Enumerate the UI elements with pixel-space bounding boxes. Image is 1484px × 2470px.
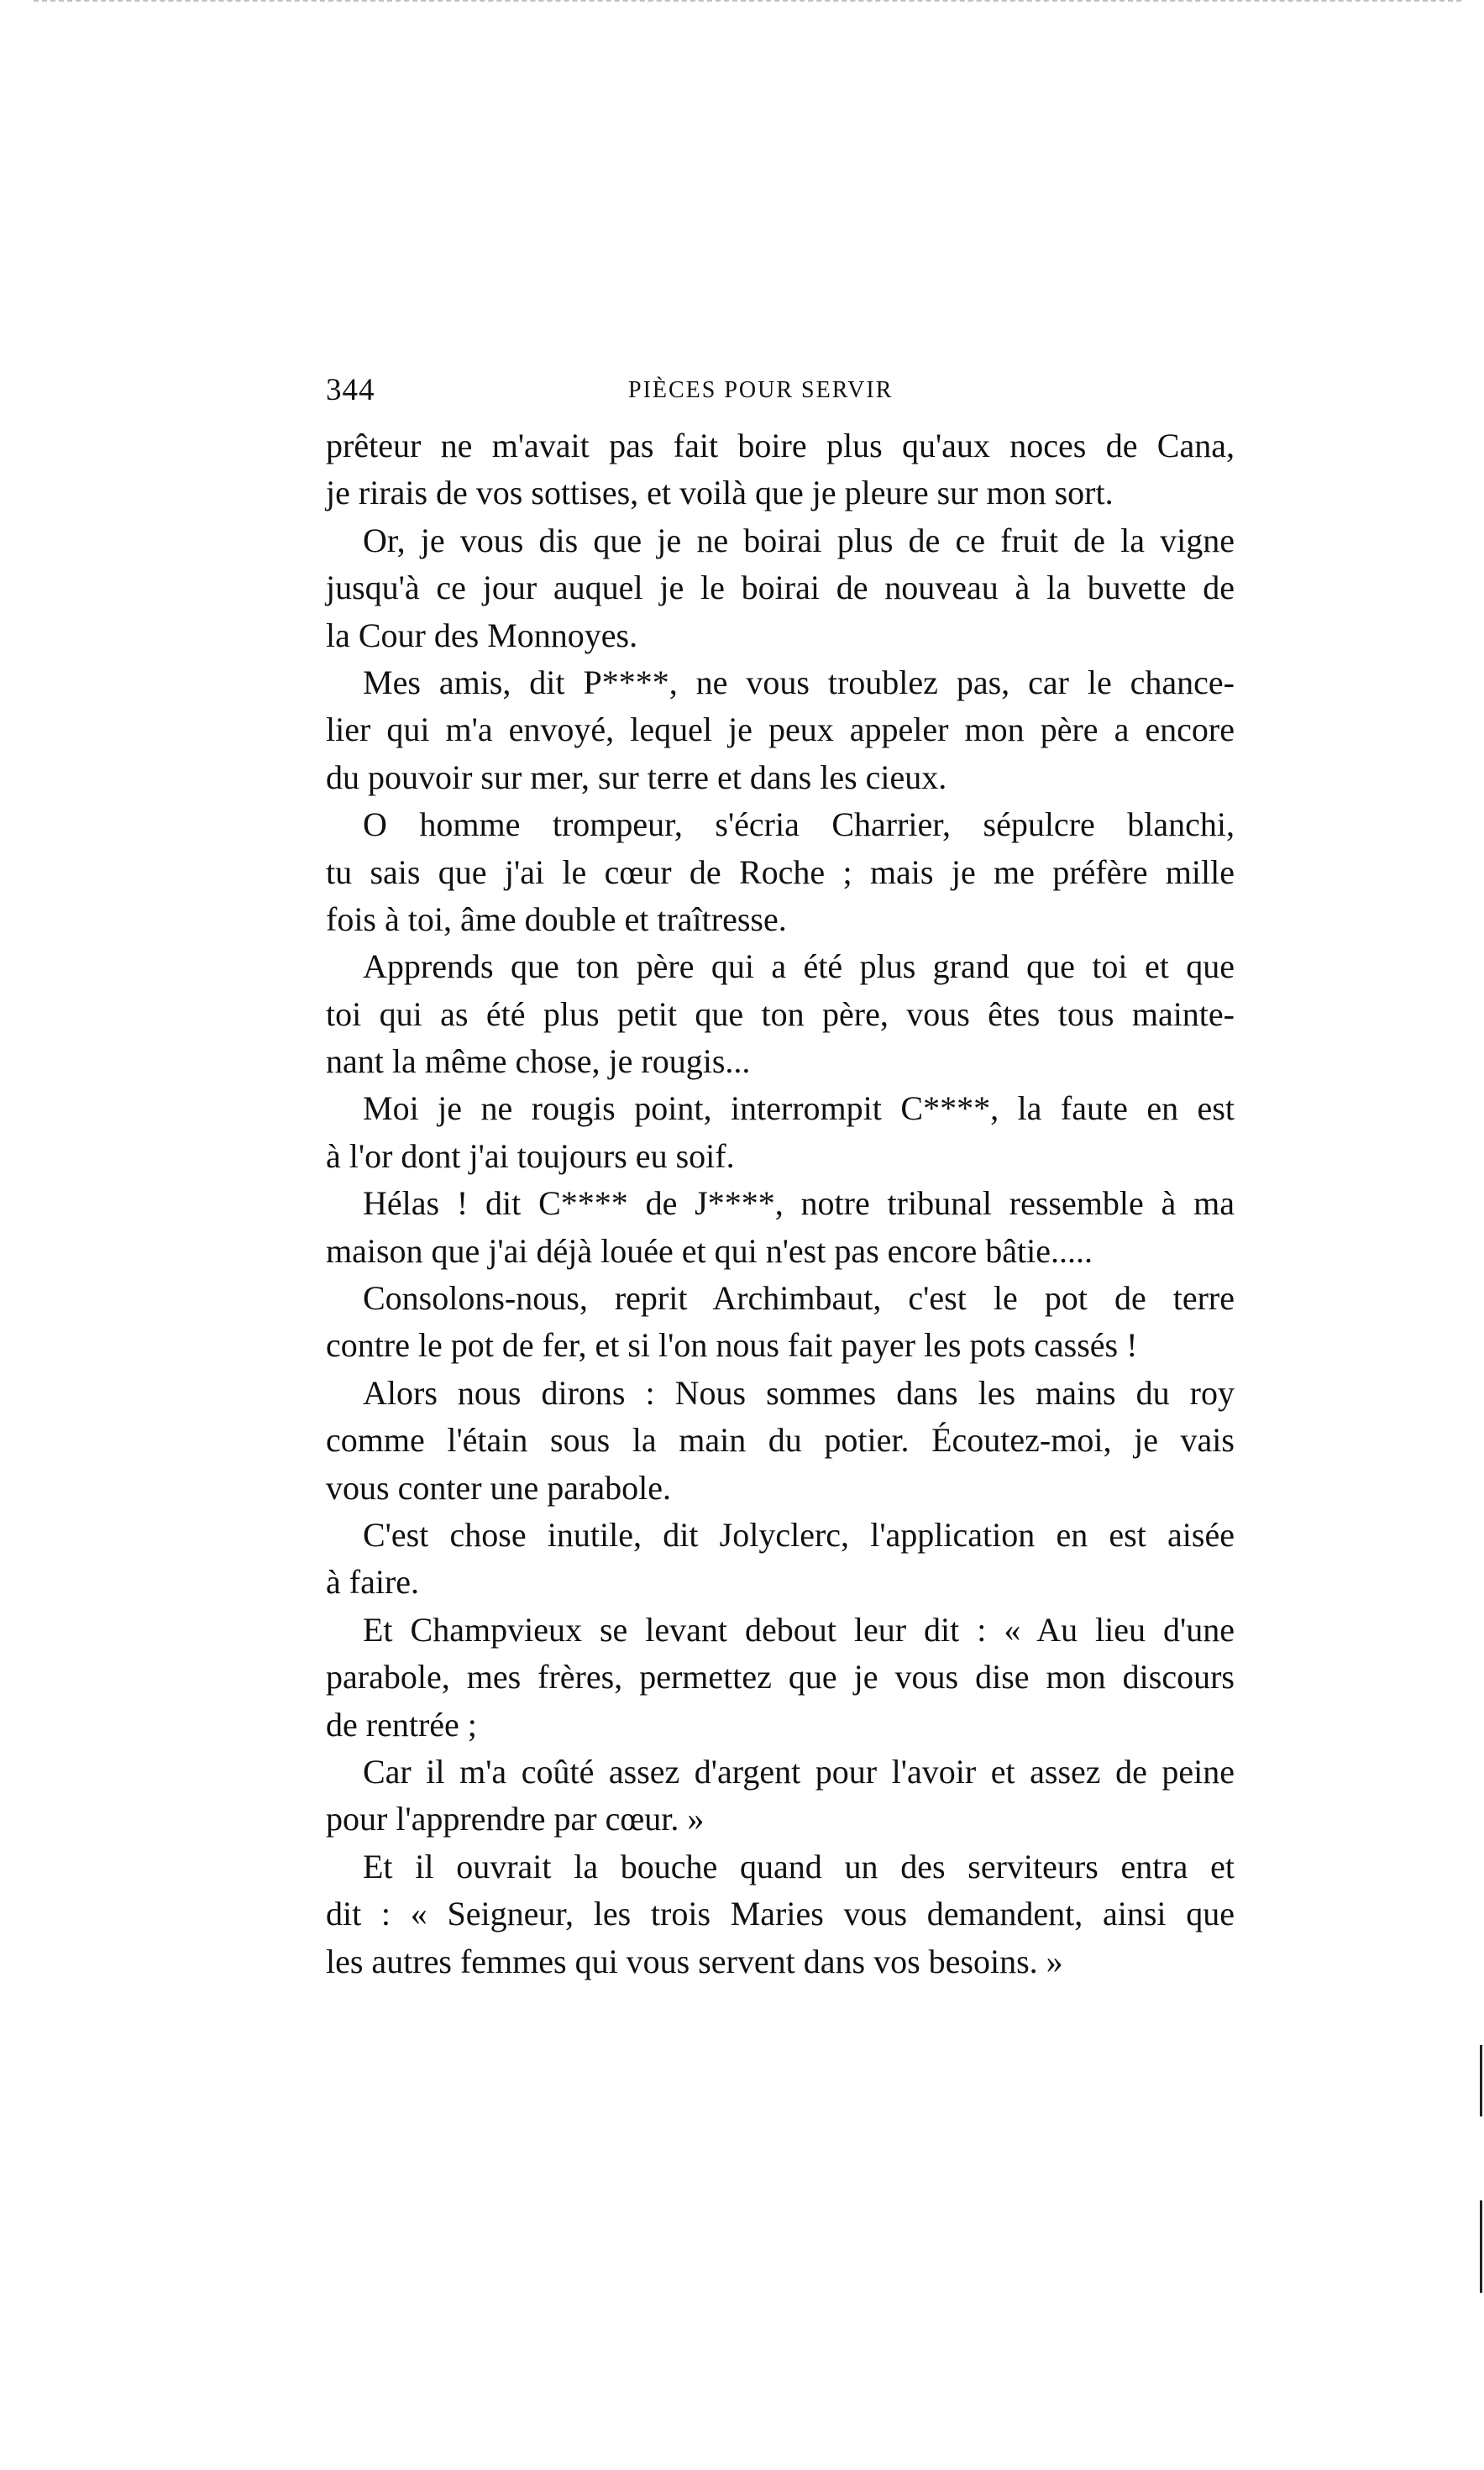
text-line: à faire. [326,1563,420,1602]
text-line: C'est chose inutile, dit Jolyclerc, l'application en est aisée [363,1515,1235,1554]
text-line: Car il m'a coûté assez d'argent pour l'avoir et assez de peine [363,1752,1235,1791]
text-line: dit : « Seigneur, les trois Maries vous demandent, ainsi que [326,1895,1235,1933]
text-line: parabole, mes frères, permettez que je vous dise mon discours [326,1658,1235,1696]
text-line: toi qui as été plus petit que ton père, vous êtes tous mainte- [326,994,1235,1033]
text-line: jusqu'à ce jour auquel je le boirai de nouveau à la buvette de [326,569,1235,607]
text-line: à l'or dont j'ai toujours eu soif. [326,1136,735,1175]
text-line: Moi je ne rougis point, interrompit C****, la faute en est [363,1089,1235,1128]
text-line: de rentrée ; [326,1705,477,1744]
page-header [326,372,1235,414]
text-line: lier qui m'a envoyé, lequel je peux appeler mon père a encore [326,711,1235,749]
page-number: 344 [326,373,375,407]
text-line: Apprends que ton père qui a été plus grand que toi et que [363,947,1235,986]
text-line: je rirais de vos sottises, et voilà que je pleure sur mon sort. [326,474,1114,512]
text-line: vous conter une parabole. [326,1468,671,1507]
scan-margin-mark [1480,2200,1482,2293]
text-line: Et Champvieux se levant debout leur dit : « Au lieu d'une [363,1610,1235,1649]
text-line: Consolons-nous, reprit Archimbaut, c'est le pot de terre [363,1279,1235,1318]
text-line: les autres femmes qui vous servent dans vos besoins. » [326,1942,1063,1980]
text-line: maison que j'ai déjà louée et qui n'est pas encore bâtie..... [326,1231,1093,1270]
text-line: tu sais que j'ai le cœur de Roche ; mais je me préfère mille [326,852,1235,891]
scan-top-edge [34,0,1461,5]
text-line: du pouvoir sur mer, sur terre et dans les cieux. [326,758,947,796]
text-line: la Cour des Monnoyes. [326,616,638,654]
text-line: Et il ouvrait la bouche quand un des serviteurs entra et [363,1847,1235,1885]
text-line: nant la même chose, je rougis... [326,1042,751,1081]
text-line: Hélas ! dit C**** de J****, notre tribunal ressemble à ma [363,1184,1235,1223]
text-line: Alors nous dirons : Nous sommes dans les mains du roy [363,1373,1235,1412]
text-line: contre le pot de fer, et si l'on nous fait payer les pots cassés ! [326,1326,1138,1365]
running-title: PIÈCES POUR SERVIR [628,377,894,403]
text-line: Mes amis, dit P****, ne vous troublez pas, car le chance- [363,663,1235,701]
text-line: pour l'apprendre par cœur. » [326,1800,705,1838]
text-line: O homme trompeur, s'écria Charrier, sépulcre blanchi, [363,805,1235,844]
text-line: Or, je vous dis que je ne boirai plus de ce fruit de la vigne [363,521,1235,559]
text-line: fois à toi, âme double et traîtresse. [326,899,787,938]
text-line: prêteur ne m'avait pas fait boire plus qu'aux noces de Cana, [326,427,1235,464]
body-text [326,422,1235,1985]
text-line: comme l'étain sous la main du potier. Écoutez-moi, je vais [326,1421,1235,1460]
scan-margin-mark [1480,2045,1482,2116]
